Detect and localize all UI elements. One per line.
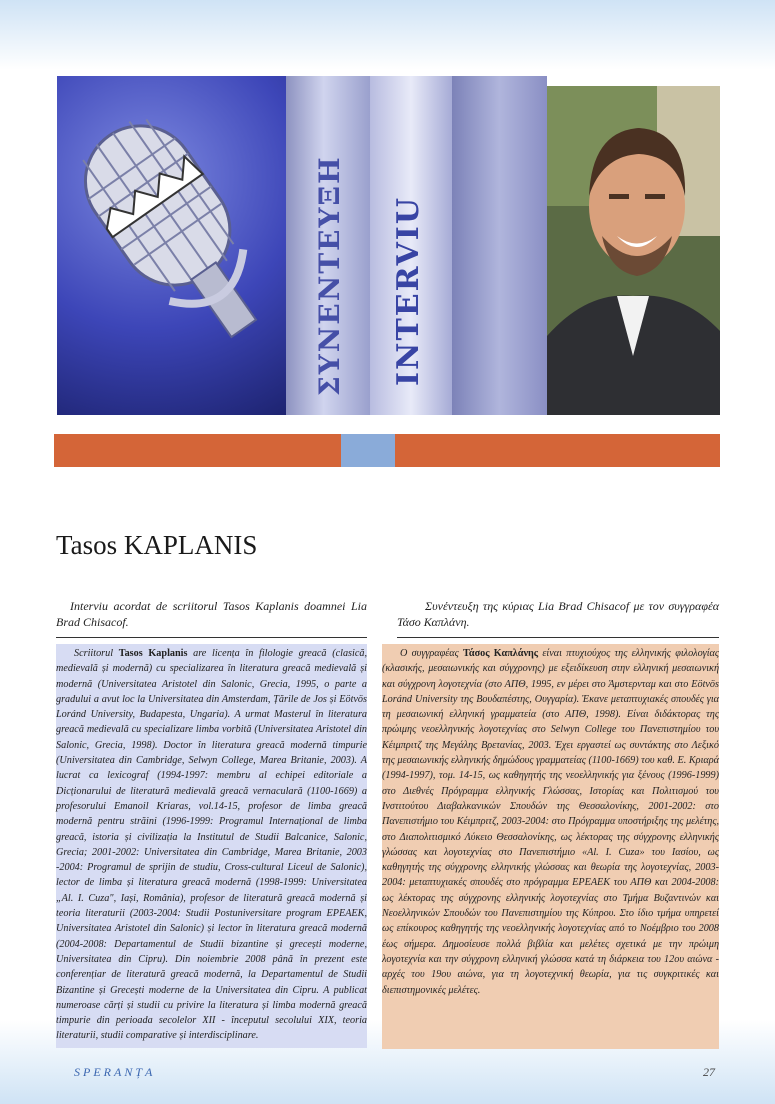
magazine-name: SPERANȚA [74, 1065, 156, 1079]
decorative-blue-block [341, 434, 395, 467]
vertical-title-latin: INTERVIU [391, 196, 426, 386]
header-banner [57, 76, 720, 415]
bio-greek-text [382, 646, 719, 998]
intro-greek: Συνέντευξη της κύριας Lia Brad Chisacof με τον συγγραφέα Τάσο Καπλάνη. [397, 599, 719, 629]
page-number: 27 [703, 1065, 715, 1079]
author-photo [547, 86, 720, 415]
author-name-greek: Τάσος Καπλάνης [463, 648, 539, 659]
bio-romanian-column [56, 644, 367, 1048]
bio-romanian-body: are licența în filologie greacă (clasică, medievală și modernă) cu specializarea în literatura greacă medievală și modernă (Universitatea Aristotel din Salonic, Grecia, 1995, o parte a gradului a avut loc la Universitatea din Amsterdam, Țările de Jos și Eötvös Loránd University, Budapesta, Ungaria). A urmat Masterul în literatura greacă medievală cu specializare limba vorbită (Universitatea Aristotel din Salonic, Grecia, 1998). Doctor în literatura greacă modernă timpurie (Universitatea din Cambridge, Selwyn College, Marea Britanie, 2003). A lucrat ca lexicograf (1994-1997: membru al echipei editoriale a Dicționarului de literatură medievală greacă vernaculară (1100-1669) a profesorului Emanoil Kriaras, vol.14-15, profesor de limba greacă modernă pentru străini (1996-1999: Programul Internațional de limba greacă, istoria și civilizația la Institutul de Studii Balcanice, Salonic, Grecia; 2001-2002: Universitatea din Cambridge, Marea Britanie, 2003 -2004: Programul de sprijin de studiu, Cross-cultural Liceul de Salonic), lector de limba și literatura greacă modernă (1998-1999: Universitatea „Al. I. Cuza", Iași, România), profesor de literatură greacă modernă și teoria literaturii (2003-2004: Studii Postuniversitare program EPEAEK, Universitatea Aristotel din Salonic) și lector în literatura greacă modernă (2004-2008: Departamentul de Studii bizantine și grecești moderne, Universitatea din Cipru). Din noiembrie 2008 până în prezent este conferențiar de literatură greacă modernă, la Departamentul de Studii Bizantine și Grecești moderne de la Universitatea din Cipru. A publicat numeroase cărți și studii cu privire la literatura și limba modernă greacă timpurie din perioada secolelor XII - începutul secolului XIX, teoria literaturii, studii comparative și interdisciplinare. [56, 648, 367, 1042]
microphone-image [57, 76, 286, 415]
vertical-title-greek: ΣΥΝΕΝΤΕΥΞΗ [313, 155, 346, 396]
intro-divider-right [397, 637, 719, 638]
bio-greek-body: είναι πτυχιούχος της ελληνικής φιλολογίας (κλασικής, μεσαιωνικής και σύγχρονης) με εξειδίκευση στην ελληνική μεσαιωνική και σύγχρονη λογοτεχνία (στο ΑΠΘ, 1995, εν μέρει στο Άμστερνταμ και στο Eötvös Loránd University της Βουδαπέστης, Ουγγαρία). Έκανε μεταπτυχιακές σπουδές για τη μεσαιωνική ελληνική γραμματεία (στο ΑΠΘ, 1998). Είναι διδάκτορας της πρώιμης νεοελληνικής λογοτεχνίας στο Selwyn College του Πανεπιστημίου του Κέιμπριτζ της Μεγάλης Βρετανίας, 2003. Έχει εργαστεί ως συντάκτης στο Λεξικό της μεσαιωνικής ελληνικής δημώδους γραμματείας (1100-1669) του καθ. Ε. Κριαρά (1994-1997), τομ. 14-15, ως καθηγητής της νεοελληνικής για ξένους (1996-1999) στο Διεθνές Πρόγραμμα ελληνικής Γλώσσας, Ιστορίας και Πολιτισμού του Ινστιτούτου Διαβαλκανικών Σπουδών της Θεσσαλονίκης, 2001-2002: στο Πανεπιστήμιο του Κέιμπριτζ, 2003-2004: στο Πρόγραμμα υποστήριξης της μελέτης, στο Διαπολιτισμικό Λύκειο Θεσσαλονίκης, ως λέκτορας της σύγχρονης ελληνικής γλώσσας και λογοτεχνίας στο Πανεπιστήμιο «Al. I. Cuza» του Ιασίου, ως καθηγητής της σύγχρονης ελληνικής γλώσσας και θεωρία της λογοτεχνίας, 2003-2004: μεταπτυχιακές σπουδές στο πρόγραμμα ΕΡΕΑΕΚ του ΑΠΘ και 2004-2008: ως λέκτορας της σύγχρονης ελληνικής λογοτεχνίας στο Τμήμα Βυζαντινών και Νεοελληνικών Σπουδών του Πανεπιστημίου της Κύπρου. Στο ίδιο τμήμα υπηρετεί ως επίκουρος καθηγητής της νεοελληνικής λογοτεχνίας από το Νοέμβριο του 2008 έως σήμερα. Δημοσίευσε πολλά βιβλία και μελέτες σχετικά με την πρώιμη λογοτεχνία και την σύγχρονη ελληνική γλώσσα κατά τη διάρκεια του 12ου αιώνα - αρχές του 19ου αιώνα, για τη λογοτεχνική θεωρία, για τις συγκριτικές και διεπιστημονικές μελέτες. [382, 648, 719, 996]
intro-divider-left [56, 637, 367, 638]
article-title: Tasos KAPLANIS [56, 530, 258, 560]
author-name-romanian: Tasos Kaplanis [118, 648, 188, 659]
microphone-icon [57, 76, 286, 415]
intro-romanian: Interviu acordat de scriitorul Tasos Kaplanis doamnei Lia Brad Chisacof. [56, 599, 367, 629]
bio-romanian-text [56, 646, 367, 1044]
bio-greek-column [382, 644, 719, 1049]
book-spine-latin [452, 76, 547, 415]
bio-greek-lead: Ο συγγραφέας [400, 648, 459, 659]
bio-romanian-lead: Scriitorul [74, 648, 114, 659]
